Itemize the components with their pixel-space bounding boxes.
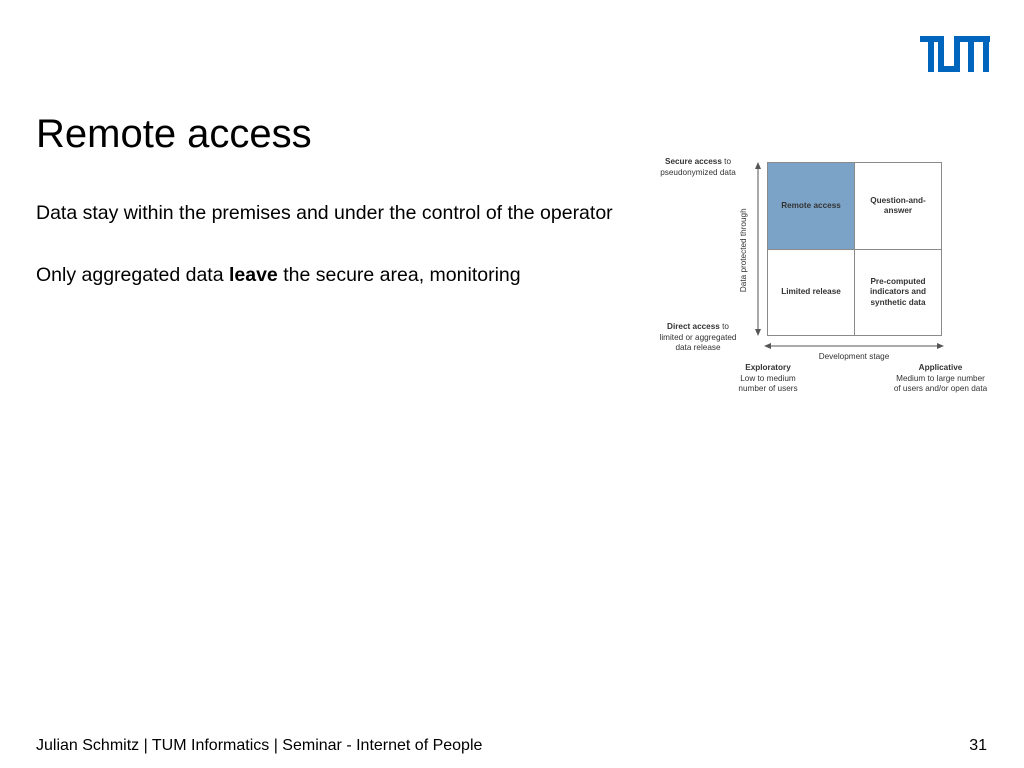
access-matrix-diagram <box>652 152 997 397</box>
footer-text: Julian Schmitz | TUM Informatics | Seminar - Internet of People <box>36 737 483 754</box>
x-axis-arrow-left <box>764 343 771 349</box>
bullet-aggregated <box>36 260 636 290</box>
bullet-data-stay: Data stay within the premises and under the control of the operator <box>36 202 613 224</box>
y-axis-arrow-up <box>755 162 761 169</box>
page-number: 31 <box>969 737 987 754</box>
x-axis-label: Development stage <box>818 352 890 361</box>
applicative-label: Applicative Medium to large number of users and/or open data <box>893 363 988 393</box>
direct-access-label: Direct access to limited or aggregated data release <box>659 322 737 352</box>
slide-title: Remote access <box>36 112 312 156</box>
tum-logo-mark <box>920 36 990 72</box>
cell-pre-computed: Pre-computed indicators and synthetic data <box>854 249 942 336</box>
slide-body <box>36 198 636 322</box>
bullet-aggregated-pre: Only aggregated data <box>36 264 229 286</box>
tum-logo <box>920 36 990 72</box>
y-axis-arrow-down <box>755 329 761 336</box>
cell-question-and-answer: Question-and- answer <box>854 162 942 250</box>
cell-remote-access: Remote access <box>767 162 855 250</box>
exploratory-label: Exploratory Low to medium number of users <box>738 363 798 393</box>
x-axis-arrow-right <box>937 343 944 349</box>
bullet-aggregated-post: the secure area, monitoring <box>277 264 521 286</box>
bullet-aggregated-bold: leave <box>228 264 278 286</box>
y-axis-label: Data protected through <box>738 208 748 293</box>
cell-limited-release: Limited release <box>767 249 855 336</box>
secure-access-label: Secure access to pseudonymized data <box>660 157 736 177</box>
